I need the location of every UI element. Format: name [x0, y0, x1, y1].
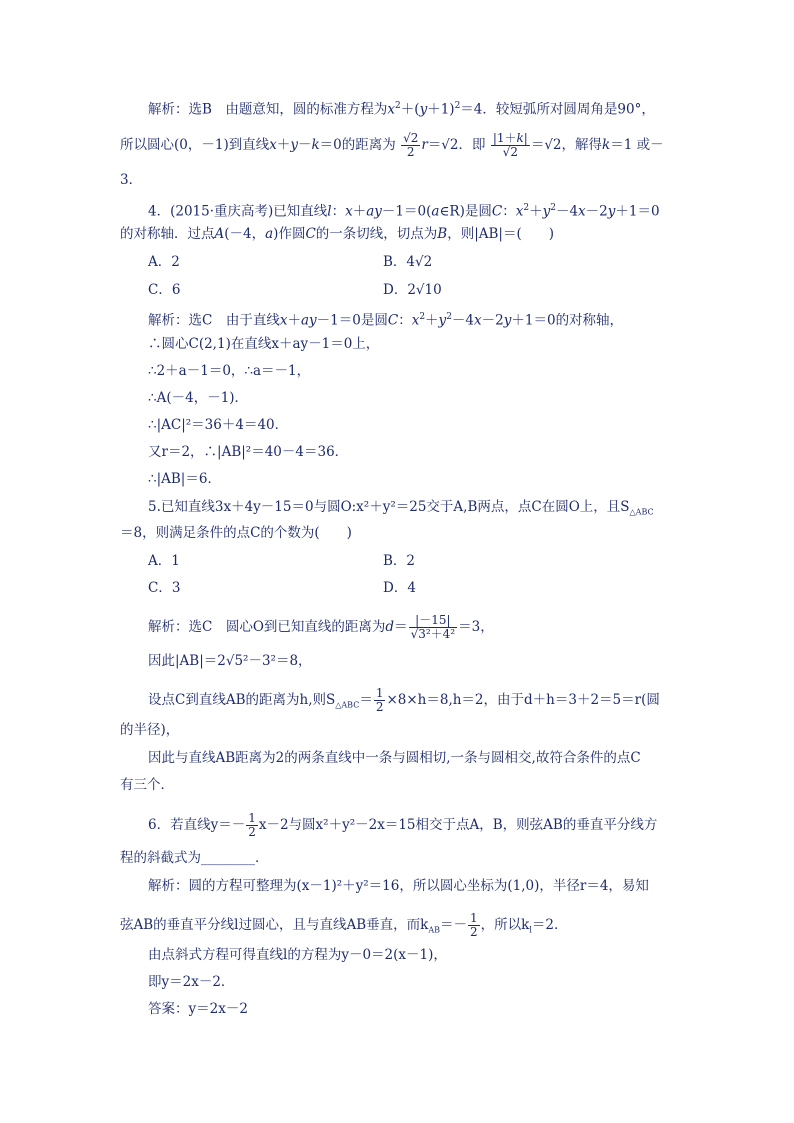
- text: 5.已知直线3x＋4y－15＝0与圆O:x²＋y²＝25交于A,B两点，点C在圆O上，且S: [148, 499, 630, 515]
- q5-solution-line-5: 因此与直线AB距离为2的两条直线中一条与圆相切,一条与圆相交,故符合条件的点C: [148, 750, 641, 766]
- q5-solution-line-2: 因此|AB|＝2√5²－3²＝8，: [148, 653, 312, 669]
- q4-solution-line-3: ∴2＋a－1＝0，∴a＝－1，: [148, 363, 311, 379]
- q6-solution-line-2: [120, 912, 567, 941]
- text: 所以圆心(0，－1)到直线: [120, 137, 270, 153]
- q4-option-c: C．6: [148, 282, 181, 298]
- text: 解析：选B 由题意知，圆的标准方程为: [148, 101, 388, 118]
- text: 的对称轴．过点: [120, 226, 215, 242]
- text: ．即: [458, 137, 486, 153]
- text: 解析：选C 圆心O到已知直线的距离为: [148, 619, 386, 635]
- q5-line-2: ＝8，则满足条件的点C的个数为( ): [120, 525, 352, 541]
- q3-solution-line-3: 3．: [120, 172, 143, 188]
- fraction: $\frac{|1+k|}{√2}$: [492, 131, 528, 159]
- text: ＝2．: [531, 917, 568, 933]
- q5-option-c: C．3: [148, 580, 181, 596]
- text: √3²＋4²: [410, 627, 456, 641]
- text: 4．(2015·重庆高考)已知直线: [148, 203, 328, 220]
- text: 是圆: [464, 203, 492, 220]
- text: 是圆: [360, 312, 388, 329]
- q4-option-a: A．2: [148, 254, 180, 270]
- text: x－2与圆x²＋y²－2x＝15相交于点A，B，则弦AB的垂直平分线方: [258, 817, 658, 833]
- text: 设点C到直线AB的距离为h,则S: [148, 692, 336, 708]
- q4-solution-line-7: ∴|AB|＝6．: [148, 471, 221, 487]
- q6-line-1: [148, 812, 657, 839]
- fraction: [409, 614, 458, 641]
- q6-solution-line-5: 答案：y＝2x－2: [148, 1001, 248, 1017]
- q6-solution-line-4: 即y＝2x－2．: [148, 974, 235, 990]
- text: |－15|: [409, 614, 458, 628]
- text: l: [529, 925, 532, 935]
- q4-line-2: 的对称轴．过点A(－4，a)作圆C的一条切线，切点为B，则|AB|＝( ): [120, 226, 555, 242]
- text: 6．若直线y＝－: [148, 817, 246, 833]
- fraction: $\frac{1}{2}$: [470, 911, 478, 939]
- text: △ABC: [335, 700, 360, 710]
- text: ×8×h＝8,h＝2，由于d＋h＝3＋2＝5＝r(圆: [386, 692, 660, 708]
- text: 弦AB的垂直平分线l过圆心，且与直线AB垂直，而k: [120, 917, 429, 933]
- q4-solution-line-2: ∴圆心C(2,1)在直线x＋ay－1＝0上，: [148, 336, 380, 352]
- q4-option-d: D．2√10: [383, 282, 442, 298]
- q6-solution-line-3: 由点斜式方程可得直线l的方程为y－0＝2(x－1)，: [148, 947, 447, 963]
- text: 的一条切线，切点为: [315, 226, 438, 242]
- q4-solution-line-1: 解析：选C 由于直线x＋ay－1＝0是圆C：$x^2+y^2-4x-2y+1=0$的对称轴，: [148, 312, 624, 329]
- text: ．较短弧所对圆周角是90°，: [482, 101, 655, 118]
- fraction: $\frac{1}{2}$: [248, 811, 256, 839]
- text: ，所以k: [480, 917, 530, 933]
- q4-solution-line-4: ∴A(－4，－1)．: [148, 390, 249, 406]
- q6-solution-line-1: 解析：圆的方程可整理为(x－1)²＋y²＝16，所以圆心坐标为(1,0)，半径r＝4，易知: [148, 878, 649, 894]
- q5-option-a: A．1: [148, 553, 180, 569]
- q5-option-b: B．2: [383, 553, 416, 569]
- q4-option-b: B．4√2: [383, 254, 433, 270]
- text: 的对称轴，: [555, 312, 624, 329]
- q5-solution-line-1: 解析：选C 圆心O到已知直线的距离为d＝ $\frac{|-15|}{\text{√3²＋4²}}$ ＝3，: [148, 613, 494, 641]
- fraction: $\frac{1}{2}$: [375, 686, 384, 714]
- text: ＝3，: [458, 619, 494, 635]
- text: 的距离为: [341, 137, 396, 153]
- text: 作圆: [278, 226, 306, 242]
- text: 解析：选C 由于直线: [148, 312, 280, 329]
- q6-line-2: 程的斜截式为________．: [120, 850, 269, 866]
- text: △ABC: [629, 507, 654, 517]
- q3-solution-line-1: 解析：选B 由题意知，圆的标准方程为$x^2+(y+1)^2=4$．较短弧所对圆周角是90°，: [148, 101, 655, 118]
- q5-solution-line-6: 有三个．: [120, 777, 174, 793]
- q4-solution-line-6: 又r＝2，∴|AB|²＝40－4＝36．: [148, 444, 349, 460]
- q5-solution-line-4: 的半径)，: [120, 722, 180, 738]
- q3-solution-line-2: 所以圆心(0，－1)到直线x＋y－k＝0的距离为 $\frac{√2}{2}$ r＝√2．即 $\frac{|1+k|}{√2}$ ＝√2，解得k＝1 或－: [120, 131, 664, 159]
- text: ，则|AB|＝( ): [447, 226, 555, 242]
- text: ，解得: [561, 137, 603, 153]
- q5-option-d: D．4: [383, 580, 416, 596]
- q4-solution-line-5: ∴|AC|²＝36＋4＝40．: [148, 417, 289, 433]
- q5-line-1: [148, 497, 654, 523]
- fraction: $\frac{√2}{2}$: [403, 131, 419, 159]
- q5-solution-line-3: 设点C到直线AB的距离为h,则$S_{\triangle ABC}=$ $\frac{1}{2}$ ×8×h＝8,h＝2，由于d＋h＝3＋2＝5＝r(圆: [148, 686, 660, 714]
- q4-line-1: 4．(2015·重庆高考)已知直线l：x＋ay－1＝0(a∈R)是圆C：$x^2+y^2-4x-2y+1=0$: [148, 203, 660, 220]
- text: AB: [428, 925, 440, 935]
- text: ＝－: [440, 917, 467, 933]
